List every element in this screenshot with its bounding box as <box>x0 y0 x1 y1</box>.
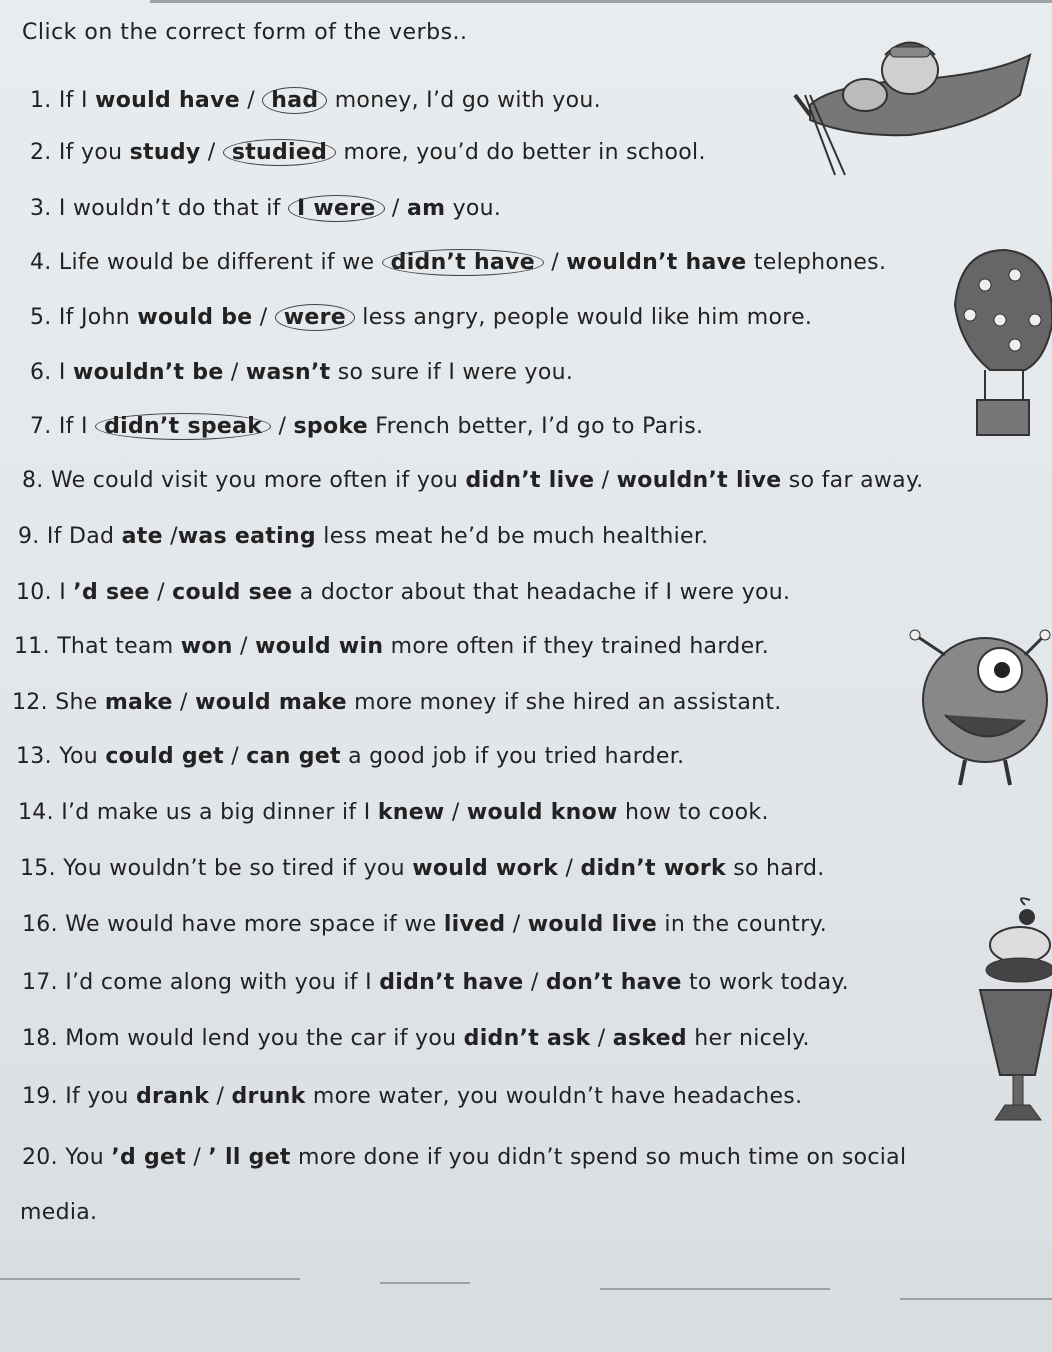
verb-option-1[interactable]: make <box>104 690 173 715</box>
question-text: more, you’d do better in school. <box>336 140 706 165</box>
question-2 <box>30 140 706 165</box>
verb-option-1[interactable]: ’d see <box>73 580 150 605</box>
question-number: 12. <box>12 690 48 715</box>
question-text: That team <box>57 634 181 659</box>
question-text: less angry, people would like him more. <box>355 305 813 330</box>
question-13 <box>16 744 684 769</box>
question-text: If I <box>58 88 96 113</box>
question-number: 20. <box>22 1145 58 1170</box>
question-text: If I <box>58 414 96 439</box>
verb-option-1[interactable]: would work <box>412 856 559 881</box>
question-text: I wouldn’t do that if <box>58 196 288 221</box>
question-text: If you <box>65 1084 136 1109</box>
question-19 <box>22 1084 802 1109</box>
question-text: I’d make us a big dinner if I <box>61 800 378 825</box>
question-number: 15. <box>20 856 56 881</box>
question-text: If you <box>58 140 130 165</box>
option-separator: / <box>252 305 275 330</box>
option-separator: / <box>523 970 546 995</box>
question-text: Life would be different if we <box>58 250 382 275</box>
option-separator: / <box>172 690 196 715</box>
verb-option-2[interactable]: spoke <box>293 414 368 439</box>
question-text: more water, you wouldn’t have headaches. <box>305 1084 803 1109</box>
question-number: 8. <box>22 468 44 493</box>
question-number: 11. <box>14 634 50 659</box>
question-1 <box>30 88 601 113</box>
verb-option-2[interactable]: would know <box>466 800 618 825</box>
question-number: 6. <box>30 360 52 385</box>
verb-option-1[interactable]: knew <box>377 800 445 825</box>
question-16 <box>22 912 827 937</box>
option-separator: / <box>444 800 467 825</box>
verb-option-2[interactable]: would make <box>195 690 347 715</box>
question-14 <box>18 800 769 825</box>
verb-option-1[interactable]: won <box>180 634 233 659</box>
verb-option-2[interactable]: can get <box>246 744 341 769</box>
question-text: to work today. <box>681 970 849 995</box>
question-12 <box>12 690 782 715</box>
question-9 <box>18 524 708 549</box>
option-separator: / <box>505 912 528 937</box>
question-number: 3. <box>30 196 52 221</box>
option-separator: / <box>590 1026 613 1051</box>
question-text: more done if you didn’t spend so much time on social <box>290 1145 907 1170</box>
question-17 <box>22 970 849 995</box>
verb-option-1[interactable]: would have <box>95 88 240 113</box>
monster-icon <box>905 625 1052 795</box>
question-text: her nicely. <box>686 1026 810 1051</box>
question-text: You wouldn’t be so tired if you <box>63 856 413 881</box>
option-separator: / <box>223 360 246 385</box>
verb-option-2[interactable]: don’t have <box>545 970 682 995</box>
question-text: less meat he’d be much healthier. <box>315 524 709 549</box>
question-text: so sure if I were you. <box>330 360 574 385</box>
option-separator: / <box>384 196 407 221</box>
question-text: If John <box>58 305 138 330</box>
question-number: 2. <box>30 140 52 165</box>
question-4 <box>30 250 886 275</box>
question-8 <box>22 468 923 493</box>
question-number: 17. <box>22 970 58 995</box>
option-separator: / <box>271 414 294 439</box>
question-text: money, I’d go with you. <box>327 88 601 113</box>
question-text: more money if she hired an assistant. <box>346 690 782 715</box>
ice-cream-sundae-icon <box>975 895 1052 1135</box>
question-text: We could visit you more often if you <box>50 468 466 493</box>
question-number: 16. <box>22 912 58 937</box>
verb-option-1[interactable]: would be <box>137 305 253 330</box>
question-text: You <box>59 744 106 769</box>
verb-option-1[interactable]: lived <box>443 912 506 937</box>
option-separator: / <box>223 744 247 769</box>
question-number: 19. <box>22 1084 58 1109</box>
option-separator: / <box>162 524 178 549</box>
question-number: 9. <box>18 524 40 549</box>
question-text: You <box>65 1145 112 1170</box>
question-text: you. <box>445 196 502 221</box>
question-text: Mom would lend you the car if you <box>65 1026 464 1051</box>
question-text: in the country. <box>657 912 828 937</box>
question-3 <box>30 196 501 221</box>
verb-option-2[interactable]: wouldn’t live <box>616 468 782 493</box>
option-separator: / <box>149 580 173 605</box>
option-separator: / <box>594 468 617 493</box>
option-separator: / <box>186 1145 209 1170</box>
question-number: 5. <box>30 305 52 330</box>
verb-option-2[interactable]: was eating <box>177 524 316 549</box>
option-separator: / <box>543 250 567 275</box>
option-separator: / <box>209 1084 232 1109</box>
question-number: 18. <box>22 1026 58 1051</box>
verb-option-1[interactable]: I were <box>288 195 385 222</box>
question-number: 13. <box>16 744 52 769</box>
question-text: If Dad <box>46 524 122 549</box>
question-text: We would have more space if we <box>65 912 444 937</box>
question-number: 14. <box>18 800 54 825</box>
verb-option-2[interactable]: would win <box>255 634 384 659</box>
verb-option-1[interactable]: ’d get <box>111 1145 187 1170</box>
question-11 <box>14 634 769 659</box>
top-divider <box>150 0 1052 3</box>
verb-option-1[interactable]: could get <box>105 744 224 769</box>
option-separator: / <box>200 140 223 165</box>
verb-option-1[interactable]: didn’t speak <box>95 413 271 440</box>
question-7 <box>30 414 703 439</box>
option-separator: / <box>558 856 581 881</box>
airplane-pilot-icon <box>790 25 1040 195</box>
question-text: I’d come along with you if I <box>65 970 380 995</box>
question-text: so hard. <box>725 856 825 881</box>
verb-option-1[interactable]: didn’t have <box>379 970 524 995</box>
question-15 <box>20 856 825 881</box>
question-text: She <box>55 690 105 715</box>
question-text: I <box>58 360 73 385</box>
hot-air-balloon-icon <box>945 245 1052 445</box>
question-number: 10. <box>16 580 52 605</box>
verb-option-2[interactable]: am <box>406 196 446 221</box>
verb-option-2[interactable]: drunk <box>231 1084 306 1109</box>
question-text: a doctor about that headache if I were you. <box>292 580 791 605</box>
instruction-title: Click on the correct form of the verbs.. <box>22 20 468 45</box>
verb-option-2[interactable]: were <box>275 304 355 331</box>
verb-option-1[interactable]: study <box>129 140 201 165</box>
question-18 <box>22 1026 810 1051</box>
verb-option-2[interactable]: would live <box>527 912 658 937</box>
verb-option-2[interactable]: could see <box>172 580 293 605</box>
question-6 <box>30 360 573 385</box>
option-separator: / <box>232 634 256 659</box>
question-10 <box>16 580 790 605</box>
question-text: I <box>59 580 74 605</box>
question-text: a good job if you tried harder. <box>340 744 685 769</box>
question-text: telephones. <box>746 250 887 275</box>
verb-option-2[interactable]: wasn’t <box>245 360 331 385</box>
verb-option-2[interactable]: ’ ll get <box>208 1145 291 1170</box>
question-number: 7. <box>30 414 52 439</box>
verb-option-2[interactable]: wouldn’t have <box>566 250 747 275</box>
question-number: 4. <box>30 250 52 275</box>
question-20 <box>22 1145 906 1170</box>
question-text: how to cook. <box>617 800 769 825</box>
verb-option-2[interactable]: didn’t work <box>580 856 726 881</box>
verb-option-1[interactable]: didn’t ask <box>463 1026 591 1051</box>
verb-option-1[interactable]: didn’t live <box>465 468 595 493</box>
verb-option-2[interactable]: had <box>262 87 327 114</box>
question-text: so far away. <box>781 468 924 493</box>
continuation-text: media. <box>20 1200 98 1225</box>
question-5 <box>30 305 812 330</box>
verb-option-1[interactable]: didn’t have <box>382 249 544 276</box>
verb-option-1[interactable]: ate <box>121 524 163 549</box>
verb-option-2[interactable]: asked <box>612 1026 687 1051</box>
verb-option-1[interactable]: drank <box>135 1084 210 1109</box>
verb-option-2[interactable]: studied <box>223 139 336 166</box>
question-text: French better, I’d go to Paris. <box>367 414 704 439</box>
option-separator: / <box>239 88 263 113</box>
question-number: 1. <box>30 88 52 113</box>
question-text: more often if they trained harder. <box>383 634 770 659</box>
verb-option-1[interactable]: wouldn’t be <box>72 360 224 385</box>
